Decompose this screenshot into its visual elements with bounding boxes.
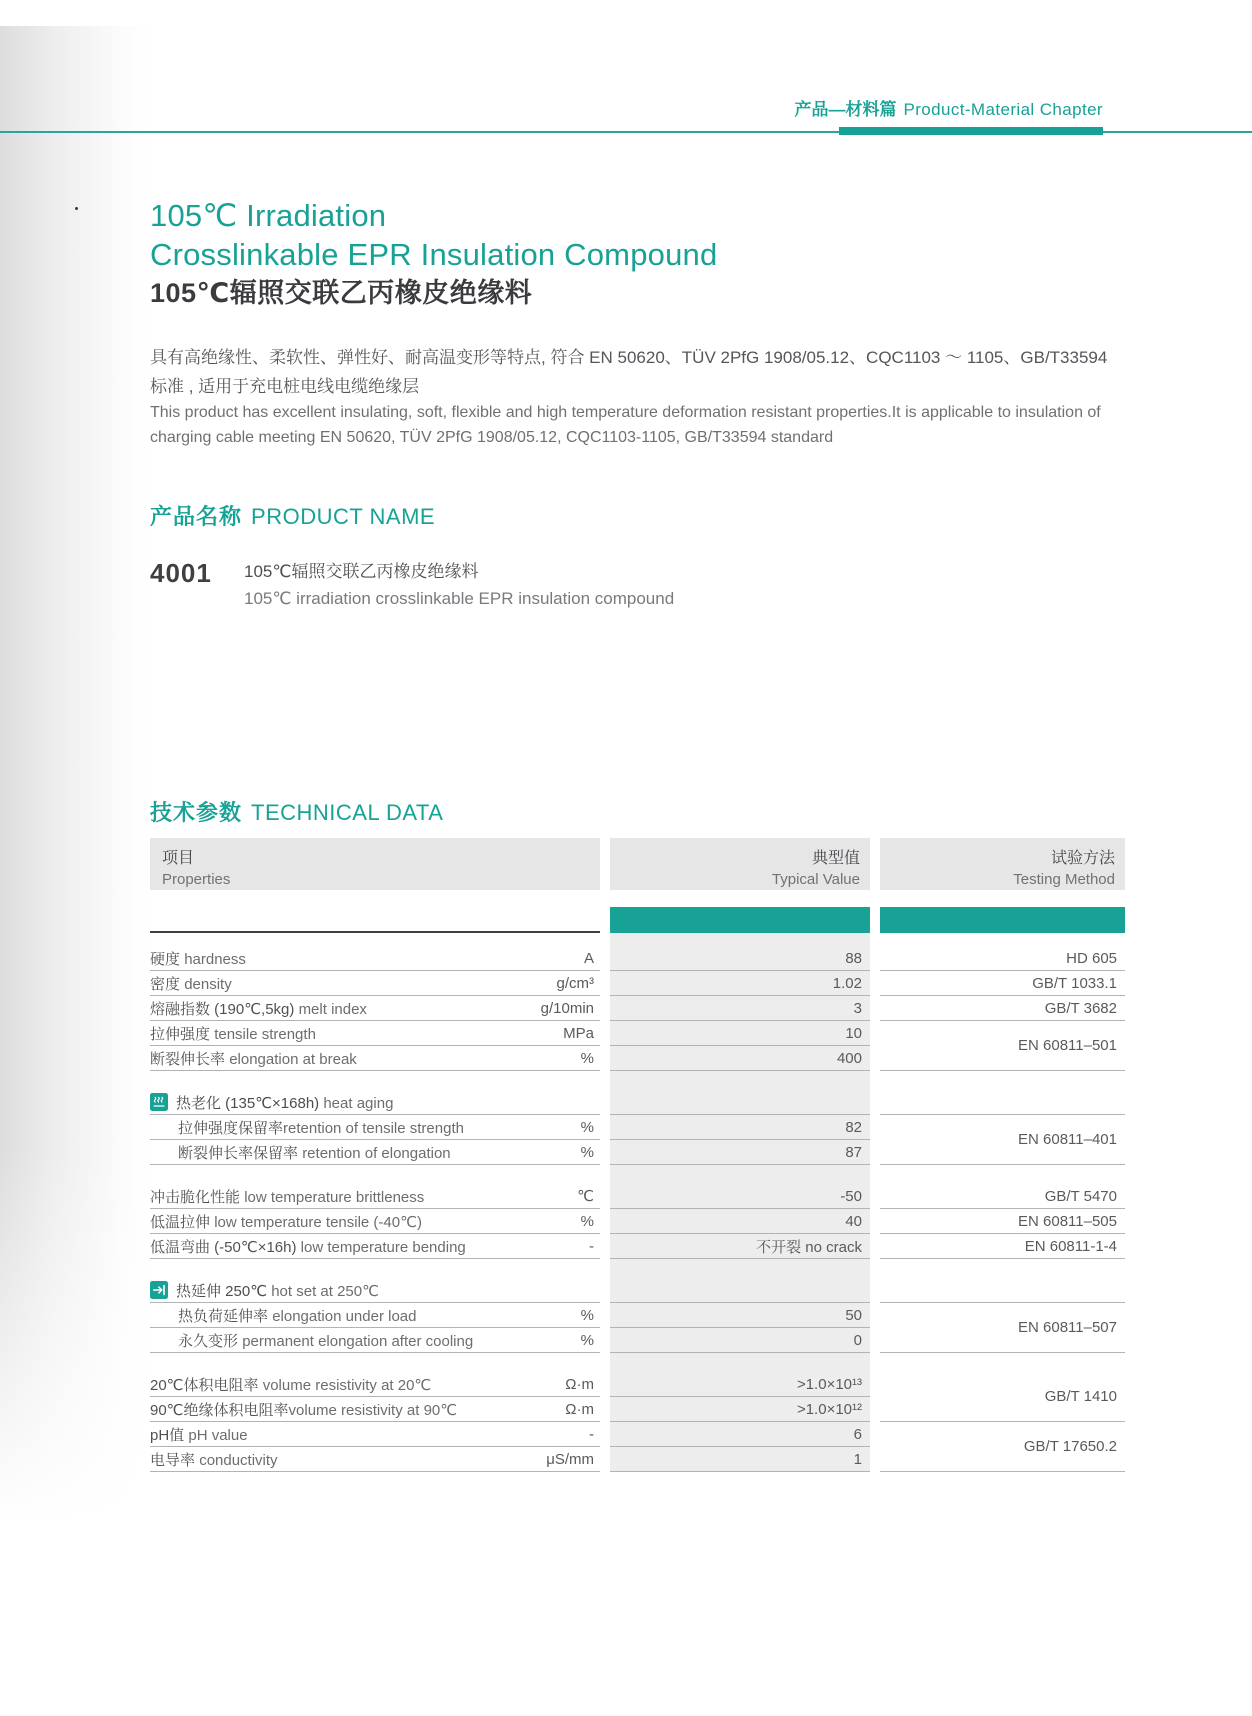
product-title-cn: 105℃辐照交联乙丙橡皮绝缘料 xyxy=(150,278,533,308)
property-label-en: hardness xyxy=(184,950,246,968)
product-name-en: 105℃ irradiation crosslinkable EPR insulation compound xyxy=(244,589,675,608)
unit-label: g/10min xyxy=(540,999,594,1017)
typical-value-column xyxy=(610,1278,870,1353)
property-label-cn: 20℃体积电阻率 xyxy=(150,1376,259,1394)
method-cell: EN 60811–505 xyxy=(880,1209,1125,1234)
unit-label: Ω·m xyxy=(565,1375,594,1393)
method-column-accent-bar xyxy=(880,907,1125,933)
description-en: This product has excellent insulating, soft, flexible and high temperature deformation resistant properties.It is applicable to insulation of charging cable meeting EN 50620, TÜV 2PfG 1908/05.12, CQC1103-1105, GB/T33594 standard xyxy=(150,404,1101,446)
header-rule-accent xyxy=(839,127,1103,135)
table-body xyxy=(150,946,1125,1472)
header-typical-value-en: Typical Value xyxy=(771,871,860,888)
table-row xyxy=(150,1046,600,1071)
property-label-en: retention of tensile strength xyxy=(283,1119,464,1137)
technical-data-heading xyxy=(150,799,443,827)
product-name-heading-en: PRODUCT NAME xyxy=(251,504,436,529)
chapter-title-cn: 产品—材料篇 xyxy=(794,100,897,119)
header-properties-cn: 项目 xyxy=(162,850,195,867)
property-label xyxy=(150,1424,589,1445)
unit-label: - xyxy=(589,1425,594,1443)
property-label xyxy=(150,998,541,1019)
property-label-cn: 拉伸强度保留率 xyxy=(178,1119,284,1137)
value-cell: -50 xyxy=(610,1184,870,1209)
properties-column xyxy=(150,1278,600,1353)
group-label xyxy=(176,1092,393,1113)
property-label-en: volume resistivity at 90℃ xyxy=(288,1401,458,1419)
property-label xyxy=(150,948,584,969)
product-item xyxy=(150,558,674,612)
table-row xyxy=(150,1422,600,1447)
property-label xyxy=(150,1211,581,1232)
header-typical-value xyxy=(610,838,870,890)
property-label xyxy=(150,1305,581,1326)
table-row xyxy=(150,1021,600,1046)
property-label xyxy=(150,1236,589,1257)
properties-column xyxy=(150,1090,600,1165)
value-cell: 87 xyxy=(610,1140,870,1165)
table-section xyxy=(150,1184,1125,1259)
property-label xyxy=(150,1142,581,1163)
method-cell: EN 60811–507 xyxy=(880,1303,1125,1353)
property-label xyxy=(150,1374,565,1395)
value-cell: 6 xyxy=(610,1422,870,1447)
properties-column xyxy=(150,1184,600,1259)
value-cell: >1.0×10¹³ xyxy=(610,1372,870,1397)
table-section xyxy=(150,1278,1125,1353)
description-cn: 具有高绝缘性、柔软性、弹性好、耐高温变形等特点, 符合 EN 50620、TÜV 2PfG 1908/05.12、CQC1103 ～ 1105、GB/T33594 标准 , 适用于充电桩电线电缆绝缘层 xyxy=(150,348,1108,396)
method-cell: GB/T 1410 xyxy=(880,1372,1125,1422)
property-label-en: volume resistivity at 20℃ xyxy=(262,1376,432,1394)
heat-waves-icon xyxy=(150,1093,168,1111)
value-cell: 0 xyxy=(610,1328,870,1353)
property-label-cn: 低温弯曲 (-50℃×16h) xyxy=(150,1238,297,1256)
value-cell: 82 xyxy=(610,1115,870,1140)
unit-label: A xyxy=(583,949,594,967)
chapter-title-en: Product-Material Chapter xyxy=(903,100,1103,119)
property-label-cn: pH值 xyxy=(150,1426,185,1444)
value-cell: 88 xyxy=(610,946,870,971)
product-name-heading-cn: 产品名称 xyxy=(150,504,243,529)
property-label-cn: 拉伸强度 xyxy=(150,1025,211,1043)
value-cell: 3 xyxy=(610,996,870,1021)
property-label-en: elongation under load xyxy=(272,1307,417,1325)
property-label-en: permanent elongation after cooling xyxy=(242,1332,474,1350)
value-cell-empty xyxy=(610,1278,870,1303)
value-column-accent-bar xyxy=(610,907,870,933)
value-cell: >1.0×10¹² xyxy=(610,1397,870,1422)
property-label-en: low temperature brittleness xyxy=(244,1188,425,1206)
table-section xyxy=(150,1372,1125,1472)
property-label-cn: 密度 xyxy=(150,975,181,993)
header-typical-value-cn: 典型值 xyxy=(811,850,860,867)
property-label xyxy=(150,1023,563,1044)
unit-label: % xyxy=(580,1306,594,1324)
property-label-cn: 热负荷延伸率 xyxy=(178,1307,269,1325)
product-name-heading xyxy=(150,503,435,531)
property-label-cn: 熔融指数 (190℃,5kg) xyxy=(150,1000,295,1018)
header-testing-method xyxy=(880,838,1125,890)
unit-label: % xyxy=(580,1049,594,1067)
table-row xyxy=(150,1372,600,1397)
method-cell: GB/T 17650.2 xyxy=(880,1422,1125,1472)
product-title-en xyxy=(150,196,717,274)
group-label-en: hot set at 250℃ xyxy=(271,1282,379,1300)
table-row xyxy=(150,1115,600,1140)
property-label-en: low temperature tensile (-40℃) xyxy=(214,1213,422,1231)
property-label-cn: 冲击脆化性能 xyxy=(150,1188,241,1206)
testing-method-column xyxy=(880,946,1125,1071)
value-cell: 10 xyxy=(610,1021,870,1046)
properties-column xyxy=(150,1372,600,1472)
unit-label: % xyxy=(580,1143,594,1161)
method-cell: GB/T 3682 xyxy=(880,996,1125,1021)
property-label-en: tensile strength xyxy=(214,1025,316,1043)
property-label-cn: 电导率 xyxy=(150,1451,196,1469)
table-row xyxy=(150,1397,600,1422)
page-left-gradient xyxy=(0,26,150,1586)
chapter-header xyxy=(794,95,1103,120)
table-row xyxy=(150,1328,600,1353)
method-cell: EN 60811-1-4 xyxy=(880,1234,1125,1259)
value-cell: 40 xyxy=(610,1209,870,1234)
property-label-cn: 断裂伸长率保留率 xyxy=(178,1144,299,1162)
product-title-en-line2: Crosslinkable EPR Insulation Compound xyxy=(150,237,718,272)
property-label-cn: 硬度 xyxy=(150,950,181,968)
property-label-en: density xyxy=(184,975,232,993)
testing-method-column xyxy=(880,1372,1125,1472)
value-cell: 不开裂 no crack xyxy=(610,1234,870,1259)
table-section xyxy=(150,1090,1125,1165)
value-cell: 1.02 xyxy=(610,971,870,996)
table-row xyxy=(150,946,600,971)
table-row xyxy=(150,1303,600,1328)
group-label xyxy=(176,1280,379,1301)
unit-label: μS/mm xyxy=(546,1450,594,1468)
technical-data-heading-cn: 技术参数 xyxy=(150,800,243,825)
product-title-en-line1: 105℃ Irradiation xyxy=(150,198,387,233)
properties-column xyxy=(150,946,600,1071)
method-cell: EN 60811–501 xyxy=(880,1021,1125,1071)
testing-method-column xyxy=(880,1090,1125,1165)
property-label-cn: 低温拉伸 xyxy=(150,1213,211,1231)
property-label xyxy=(150,1330,581,1351)
typical-value-column xyxy=(610,1090,870,1165)
header-testing-method-en: Testing Method xyxy=(1013,871,1115,888)
property-label xyxy=(150,1117,581,1138)
table-row xyxy=(150,1140,600,1165)
property-label xyxy=(150,1186,577,1207)
table-row xyxy=(150,996,600,1021)
table-group-row xyxy=(150,1090,600,1115)
table-row xyxy=(150,971,600,996)
group-label-en: heat aging xyxy=(323,1094,394,1112)
property-label-cn: 永久变形 xyxy=(178,1332,239,1350)
property-label-en: melt index xyxy=(298,1000,367,1018)
method-cell: HD 605 xyxy=(880,946,1125,971)
product-code: 4001 xyxy=(150,558,212,588)
properties-top-rule xyxy=(150,931,600,933)
property-label-en: pH value xyxy=(188,1426,248,1444)
unit-label: ℃ xyxy=(577,1188,594,1205)
header-properties-en: Properties xyxy=(162,871,231,888)
testing-method-column xyxy=(880,1278,1125,1353)
method-cell: GB/T 1033.1 xyxy=(880,971,1125,996)
property-label-cn: 90℃绝缘体积电阻率 xyxy=(150,1401,289,1419)
table-row xyxy=(150,1184,600,1209)
value-cell: 1 xyxy=(610,1447,870,1472)
property-label xyxy=(150,1048,581,1069)
property-label-en: retention of elongation xyxy=(302,1144,451,1162)
unit-label: % xyxy=(580,1212,594,1230)
unit-label: Ω·m xyxy=(565,1400,594,1418)
typical-value-column xyxy=(610,946,870,1071)
group-label-cn: 热延伸 250℃ xyxy=(176,1282,268,1300)
stray-dot xyxy=(75,207,78,210)
header-properties xyxy=(150,838,600,890)
testing-method-column xyxy=(880,1184,1125,1259)
unit-label: MPa xyxy=(563,1024,594,1042)
table-group-row xyxy=(150,1278,600,1303)
product-name-cn: 105℃辐照交联乙丙橡皮绝缘料 xyxy=(244,562,479,581)
unit-label: - xyxy=(589,1237,594,1255)
technical-data-heading-en: TECHNICAL DATA xyxy=(251,800,444,825)
property-label xyxy=(150,1449,546,1470)
table-row xyxy=(150,1234,600,1259)
group-label-cn: 热老化 (135℃×168h) xyxy=(176,1094,320,1112)
typical-value-column xyxy=(610,1372,870,1472)
property-label xyxy=(150,973,557,994)
method-cell: GB/T 5470 xyxy=(880,1184,1125,1209)
arrow-to-bar-icon xyxy=(150,1281,168,1299)
property-label xyxy=(150,1399,565,1420)
unit-label: g/cm³ xyxy=(556,974,594,992)
value-cell: 400 xyxy=(610,1046,870,1071)
table-header xyxy=(150,838,1125,890)
property-label-en: low temperature bending xyxy=(300,1238,466,1256)
unit-label: % xyxy=(580,1331,594,1349)
technical-data-table xyxy=(150,838,1125,1472)
property-label-cn: 断裂伸长率 xyxy=(150,1050,226,1068)
method-cell-empty xyxy=(880,1278,1125,1303)
property-label-en: elongation at break xyxy=(229,1050,357,1068)
unit-label: % xyxy=(580,1118,594,1136)
method-cell-empty xyxy=(880,1090,1125,1115)
table-row xyxy=(150,1447,600,1472)
value-cell: 50 xyxy=(610,1303,870,1328)
typical-value-column xyxy=(610,1184,870,1259)
product-names xyxy=(244,558,674,612)
value-cell-empty xyxy=(610,1090,870,1115)
table-row xyxy=(150,1209,600,1234)
property-label-en: conductivity xyxy=(199,1451,278,1469)
header-testing-method-cn: 试验方法 xyxy=(1050,850,1115,867)
table-section xyxy=(150,946,1125,1071)
method-cell: EN 60811–401 xyxy=(880,1115,1125,1165)
